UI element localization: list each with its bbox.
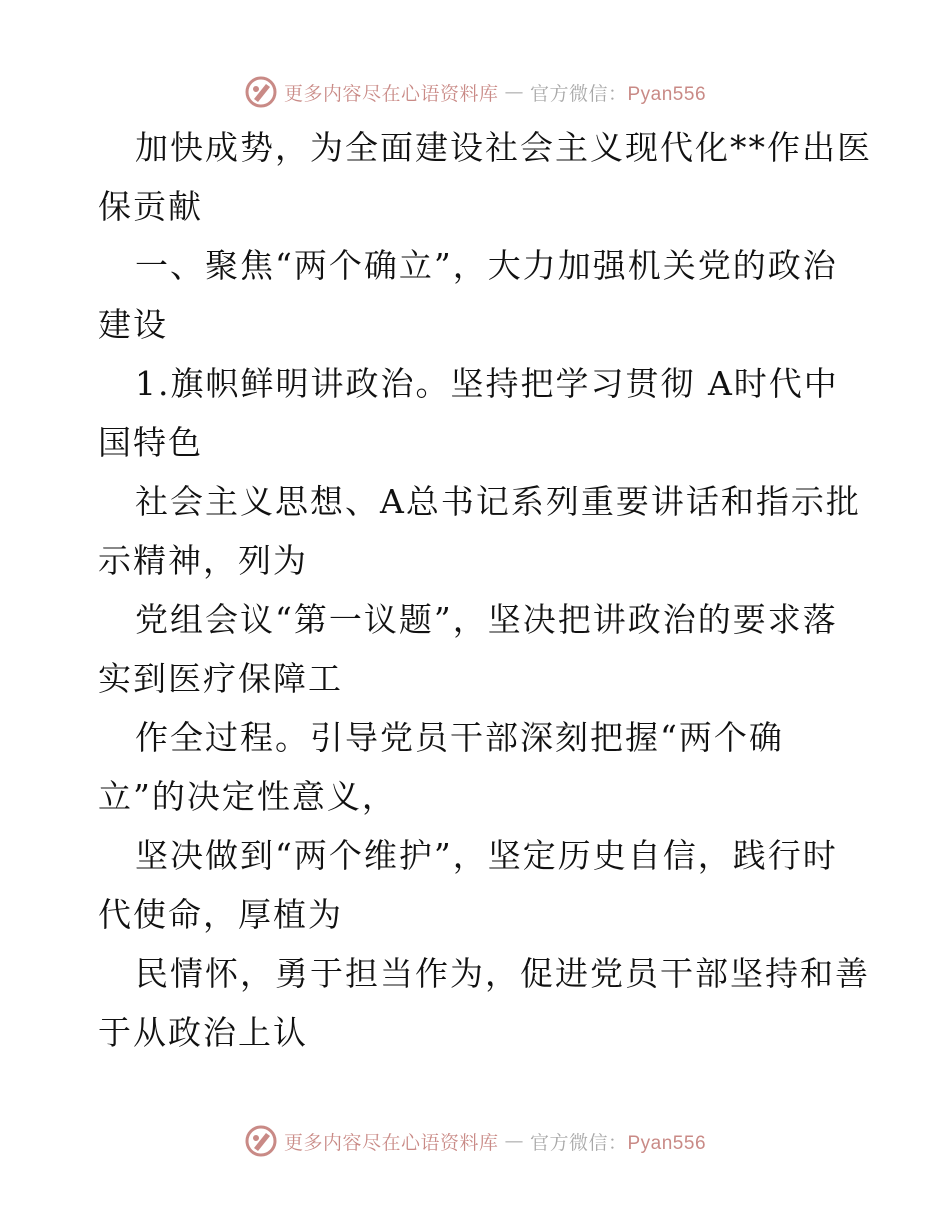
paragraph-continuation: 国特色 — [98, 423, 203, 462]
paragraph — [98, 118, 872, 236]
paragraph-first-line: 社会主义思想、A总书记系列重要讲话和指示批 — [135, 482, 861, 521]
watermark-contact-id: Pyan556 — [627, 1132, 707, 1154]
paragraph-continuation: 代使命，厚植为 — [98, 895, 343, 934]
paragraph — [98, 354, 858, 472]
paragraph-continuation: 实到医疗保障工 — [98, 659, 343, 698]
paragraph — [98, 826, 858, 944]
paragraph — [98, 236, 858, 354]
brand-logo-icon — [244, 1124, 278, 1158]
paragraph-first-line: 作全过程。引导党员干部深刻把握“两个确 — [135, 718, 784, 757]
document-body — [98, 118, 872, 1062]
watermark-contact-label: 官方微信： — [529, 1131, 628, 1154]
paragraph — [98, 590, 858, 708]
paragraph-continuation: 建设 — [98, 305, 168, 344]
paragraph-first-line: 一、聚焦“两个确立”，大力加强机关党的政治 — [135, 246, 838, 285]
paragraph — [98, 944, 870, 1062]
paragraph-first-line: 坚决做到“两个维护”，坚定历史自信，践行时 — [135, 836, 838, 875]
watermark-separator: — — [504, 81, 524, 103]
watermark-contact-label: 官方微信： — [529, 82, 628, 105]
paragraph-first-line: 1.旗帜鲜明讲政治。坚持把学习贯彻 A时代中 — [135, 364, 839, 403]
footer-watermark — [0, 1121, 950, 1161]
header-watermark — [0, 72, 950, 112]
watermark-contact — [530, 79, 706, 106]
paragraph-first-line: 党组会议“第一议题”，坚决把讲政治的要求落 — [135, 600, 838, 639]
brand-logo-icon — [244, 75, 278, 109]
watermark-brand: 更多内容尽在心语资料库 — [283, 1131, 499, 1154]
paragraph-continuation: 保贡献 — [98, 187, 203, 226]
paragraph-first-line: 民情怀，勇于担当作为，促进党员干部坚持和善 — [135, 954, 870, 993]
watermark-contact — [530, 1128, 706, 1155]
paragraph-continuation: 于从政治上认 — [98, 1013, 308, 1052]
paragraph-first-line: 加快成势，为全面建设社会主义现代化**作出医 — [135, 128, 872, 167]
paragraph-continuation: 示精神，列为 — [98, 541, 308, 580]
watermark-separator: — — [504, 1130, 524, 1152]
paragraph — [98, 472, 861, 590]
watermark-brand: 更多内容尽在心语资料库 — [283, 82, 499, 105]
watermark-contact-id: Pyan556 — [627, 83, 707, 105]
paragraph-continuation: 立”的决定性意义， — [98, 777, 397, 816]
paragraph — [98, 708, 858, 826]
